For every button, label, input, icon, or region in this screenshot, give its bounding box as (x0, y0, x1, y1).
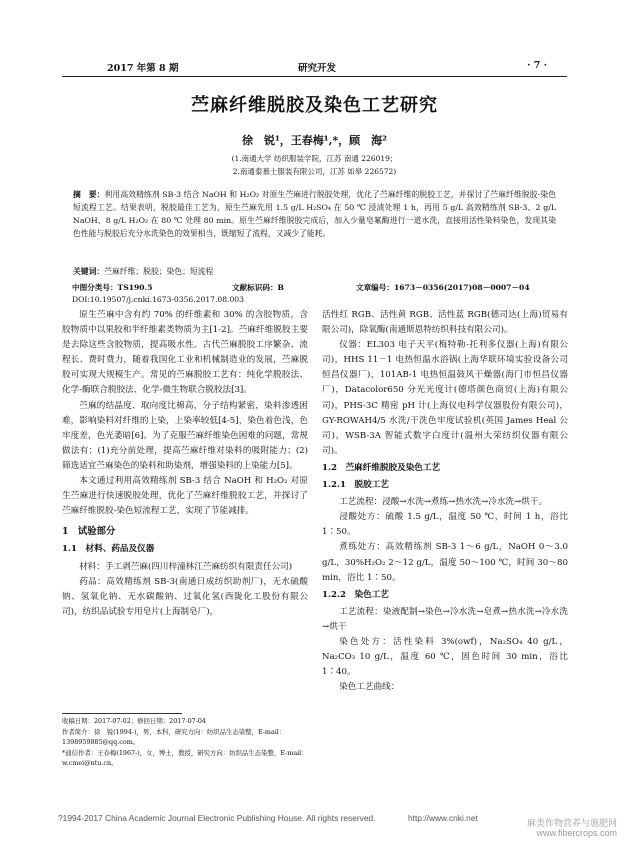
footnote-rule (62, 713, 182, 714)
doi: DOI:10.19507/j.cnki.1673-0356.2017.08.003 (72, 295, 244, 304)
article-number: 文章编号：1673－0356(2017)08－0007－04 (356, 283, 530, 292)
document-code: 文献标识码：B (232, 283, 284, 292)
dyes-paragraph: 活性红 RGB、活性黄 RGB、活性蓝 RGB(德司达(上海)贸易有限公司)，除氧酶(南通斯恩特纺织科技有限公司)。 (322, 310, 568, 336)
keywords (73, 265, 556, 278)
chemicals-paragraph: 药品：高效精练剂 SB-3(南通日成纺织助剂厂)，无水硫酸钠、氢氧化钠、无水碳酸钠、过氧化氢(西陇化工股份有限公司)，纺织品试验专用皂片(上海制皂厂)， (62, 576, 308, 617)
issue-label: 2017 年第 8 期 (107, 63, 179, 74)
copyright-notice: ?1994-2017 China Academic Journal Electronic Publishing House. All rights reserved. (58, 813, 376, 823)
intro-paragraph-1: 原生苎麻中含有约 70% 的纤维素和 30% 的含胶物质，含胶物质中以果胶和半纤维素类物质为主[1-2]。苎麻纤维脱胶主要是去除这些含胶物质，提高吸水性。古代苎麻脱胶工序繁杂、流程长、费时费力，随着我国化工业和机械制造业的发展，苎麻脱胶可实现大规模生产。常见的苎麻脱胶工艺有：纯化学脱胶法、化学-酶联合脱胶法、化学-微生物联合脱胶法[3]。 (62, 310, 308, 396)
section-heading-1: 1 试验部分 (62, 526, 116, 538)
degumming-flow: 工艺流程：浸酸→水洗→煮练→热水洗→冷水洗→烘干。 (339, 497, 548, 508)
section-heading-1-2: 1.2 苎麻纤维脱胶及染色工艺 (322, 462, 441, 473)
watermark-url: www.fibercrops.com (536, 828, 617, 838)
intro-paragraph-3: 本文通过利用高效精练剂 SB-3 结合 NaOH 和 H₂O₂ 对原生苎麻进行快速脱胶处理，优化了苎麻纤维脱胶工艺，并探讨了苎麻纤维脱胶-染色短流程工艺，实现了节能减排。 (62, 476, 308, 517)
watermark-title: 麻类作物营养与施肥网 (526, 818, 617, 828)
section-heading-1-2-2: 1.2.2 染色工艺 (322, 589, 389, 600)
page-number: · 7 · (527, 60, 547, 71)
materials-paragraph: 材料：手工剥苎麻(四川梓潼林江苎麻纺织有限责任公司) (79, 561, 293, 572)
section-heading-1-1: 1.1 材料、药品及仪器 (62, 544, 155, 555)
footnote-received: 收稿日期：2017-07-02；修回日期：2017-07-04 (62, 717, 206, 725)
section-heading-1-2-1: 1.2.1 脱胶工艺 (322, 480, 389, 491)
dyeing-curve-caption: 染色工艺曲线： (339, 682, 400, 693)
header-rule (62, 76, 567, 77)
abstract-label: 摘 要： (73, 190, 105, 199)
left-column (62, 300, 308, 620)
dyeing-recipe: 染色处方：活性染料 3%(owf)，Na₂SO₄ 40 g/L，Na₂CO₃ 10 g/L，温度 60 ℃，固色时间 30 min，浴比 1∶40。 (322, 636, 568, 678)
scouring-recipe: 煮练处方：高效精练剂 SB-3 1～6 g/L，NaOH 0～3.0 g/L，30%H₂O₂ 2～12 g/L，温度 50～100 ℃，时间 30～80 min，浴比 1∶50。 (322, 542, 568, 583)
keywords-label: 关键词： (73, 267, 105, 276)
footnotes (62, 716, 312, 769)
dyeing-flow: 工艺流程：染液配制→染色→冷水洗→皂煮→热水洗→冷水洗→烘干 (322, 606, 568, 632)
abstract (73, 188, 556, 240)
acid-recipe: 浸酸处方：硫酸 1.5 g/L，温度 50 ℃，时间 1 h，浴比 1∶50。 (322, 512, 568, 538)
author-list: 徐 锐¹，王春梅¹,*，顾 海² (241, 134, 388, 147)
footnote-author: 作者简介：徐 锐(1994-)，男，本科，研究方向：纺织品生态染整，E-mail：1398959885@qq.com。 (62, 727, 286, 746)
cnki-url[interactable]: http://www.cnki.net (408, 813, 478, 823)
affiliation-1: (1.南通大学 纺织服装学院，江苏 南通 226019； (231, 154, 398, 163)
clc-number: 中图分类号：TS190.5 (72, 283, 153, 292)
section-label: 研究开发 (298, 63, 337, 74)
site-watermark (527, 818, 617, 838)
keywords-text: 苎麻纤维；脱胶；染色；短流程 (104, 267, 214, 276)
instruments-paragraph: 仪器：EL303 电子天平(梅特勒-托利多仪器(上海)有限公司)，HHS 11－1 电热恒温水浴锅(上海华联环境实验设备公司恒昌仪器厂)，101AB-1 电热恒温鼓风干燥器(海门市恒昌仪器厂)，Datacolor650 分光光度计(德塔颜色商贸(上海)有限公司)，PHS-3C 精密 pH 计(上海仪电科学仪器股份有限公司)，GY-ROWAH4/5 水洗/干洗色牢度试验机(英国 James Heal 公司)，WSB-3A 智能式数字白度计(温州大荣纺织仪器有限公司)。 (322, 340, 568, 456)
affiliation-2: 2.南通泰慕士服装有限公司，江苏 如皋 226572) (232, 167, 397, 176)
abstract-text: 利用高效精练剂 SB-3 结合 NaOH 和 H₂O₂ 对原生苎麻进行脱胶处理，优化了苎麻纤维的脱胶工艺，并探讨了苎麻纤维脱胶-染色短流程工艺。结果表明，脱胶最佳工艺为，原生苎麻先用 1.5 g/L H₂SO₄ 在 50 ℃ 浸渍处理 1 h，再用 5 g/L 高效精练剂 SB-3、2 g/L NaOH、8 g/L H₂O₂ 在 80 ℃ 处理 80 min。原生苎麻纤维脱胶完成后，加入少量皂氟酶进行一道水洗，直接用活性染料染色，发现其染色性能与脱胶后充分水洗染色的效果相当，既缩短了流程，又减少了能耗。 (73, 190, 557, 238)
footnote-corresponding: *通信作者：王春梅(1967-)，女，博士，教授，研究方向：纺织品生态染整，E-mail：w.cmei@ntu.cn。 (62, 748, 308, 767)
right-column (322, 300, 568, 695)
paper-title: 苎麻纤维脱胶及染色工艺研究 (191, 95, 438, 116)
running-header (62, 60, 567, 76)
intro-paragraph-2: 苎麻的结晶度、取向度比棉高，分子结构紧密，染料渗透困难，影响染料对纤维的上染，上染率较低[4-5]，染色着色浅，色牢度差，色光萎暗[6]。为了克服苎麻纤维染色困难的问题，常规做法有：(1)充分前处理，提高苎麻纤维对染料的吸附能力；(2)筛选适宜苎麻染色的染料和助染剂，增强染料的上染能力[5]。 (62, 400, 308, 471)
